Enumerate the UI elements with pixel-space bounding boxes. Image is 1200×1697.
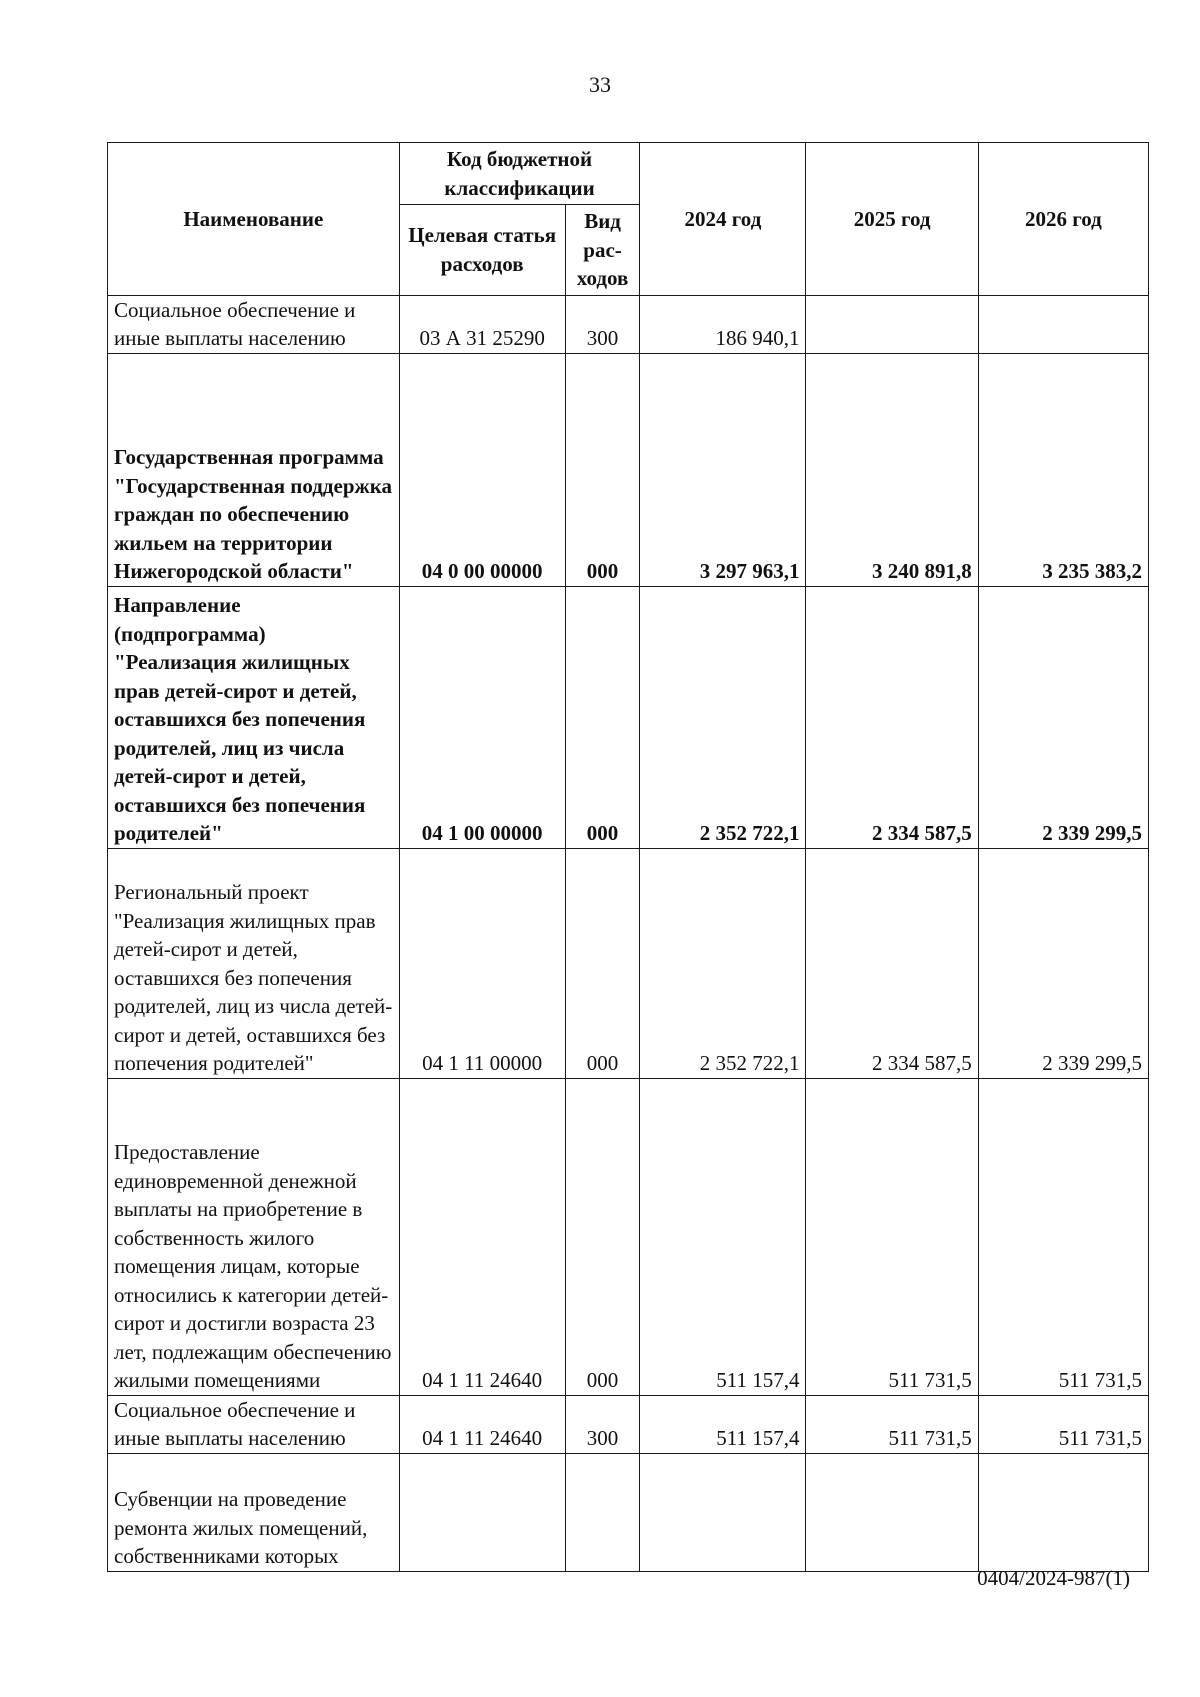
- row-expense-kind: 000: [565, 1078, 640, 1395]
- row-target-article: 04 1 00 00000: [399, 586, 565, 848]
- row-2024: 186 940,1: [640, 295, 806, 353]
- row-target-article: 03 А 31 25290: [399, 295, 565, 353]
- table-row: [108, 1453, 1149, 1571]
- row-2024: 2 352 722,1: [640, 586, 806, 848]
- row-name: Направление (подпрограмма) "Реализация жилищных прав детей-сирот и детей, оставшихся без попечения родителей, лиц из числа детей-сирот и детей, оставшихся без попечения родителей": [108, 586, 400, 848]
- row-target-article: [399, 1453, 565, 1571]
- row-name: Субвенции на проведение ремонта жилых помещений, собственниками которых: [108, 1453, 400, 1571]
- row-name: Государственная программа "Государственная поддержка граждан по обеспечению жильем на территории Нижегородской области": [108, 353, 400, 586]
- row-2024: [640, 1453, 806, 1571]
- row-expense-kind: 000: [565, 353, 640, 586]
- header-code-group: Код бюджетной классификации: [399, 143, 640, 205]
- row-2025: [806, 1453, 978, 1571]
- row-2025: 2 334 587,5: [806, 848, 978, 1078]
- row-2026: 2 339 299,5: [978, 586, 1148, 848]
- table-row: [108, 1395, 1149, 1453]
- row-target-article: 04 1 11 00000: [399, 848, 565, 1078]
- row-name: Предоставление единовременной денежной выплаты на приобретение в собственность жилого помещения лицам, которые относились к категории детей-сирот и достигли возраста 23 лет, подлежащим обеспечению жилыми помещениями: [108, 1078, 400, 1395]
- row-expense-kind: 000: [565, 586, 640, 848]
- row-2026: 511 731,5: [978, 1395, 1148, 1453]
- page-number: 33: [589, 72, 611, 97]
- row-target-article: 04 1 11 24640: [399, 1078, 565, 1395]
- row-name: Региональный проект "Реализация жилищных прав детей-сирот и детей, оставшихся без попечения родителей, лиц из числа детей-сирот и детей, оставшихся без попечения родителей": [108, 848, 400, 1078]
- row-expense-kind: 300: [565, 1395, 640, 1453]
- row-name: Социальное обеспечение и иные выплаты населению: [108, 295, 400, 353]
- header-year-2026: 2026 год: [978, 143, 1148, 296]
- header-expense-kind: Вид рас-ходов: [565, 205, 640, 296]
- row-2026: [978, 1453, 1148, 1571]
- row-expense-kind: 300: [565, 295, 640, 353]
- row-2026: [978, 295, 1148, 353]
- row-target-article: 04 1 11 24640: [399, 1395, 565, 1453]
- table-row: [108, 848, 1149, 1078]
- document-id: 0404/2024-987(1): [977, 1566, 1130, 1590]
- header-row-1: [108, 143, 1149, 205]
- table-row: [108, 295, 1149, 353]
- header-name: Наименование: [108, 143, 400, 296]
- row-2025: 511 731,5: [806, 1395, 978, 1453]
- header-target-article: Целевая статья расходов: [399, 205, 565, 296]
- row-2025: [806, 295, 978, 353]
- row-2025: 3 240 891,8: [806, 353, 978, 586]
- row-2025: 511 731,5: [806, 1078, 978, 1395]
- row-2024: 2 352 722,1: [640, 848, 806, 1078]
- table-row: [108, 586, 1149, 848]
- table-row: [108, 353, 1149, 586]
- row-2024: 511 157,4: [640, 1078, 806, 1395]
- budget-table: [107, 142, 1149, 1572]
- header-year-2025: 2025 год: [806, 143, 978, 296]
- row-2026: 2 339 299,5: [978, 848, 1148, 1078]
- row-expense-kind: 000: [565, 848, 640, 1078]
- row-name: Социальное обеспечение и иные выплаты населению: [108, 1395, 400, 1453]
- header-year-2024: 2024 год: [640, 143, 806, 296]
- row-expense-kind: [565, 1453, 640, 1571]
- row-2026: 3 235 383,2: [978, 353, 1148, 586]
- row-2024: 3 297 963,1: [640, 353, 806, 586]
- row-2025: 2 334 587,5: [806, 586, 978, 848]
- row-2026: 511 731,5: [978, 1078, 1148, 1395]
- row-2024: 511 157,4: [640, 1395, 806, 1453]
- table-row: [108, 1078, 1149, 1395]
- row-target-article: 04 0 00 00000: [399, 353, 565, 586]
